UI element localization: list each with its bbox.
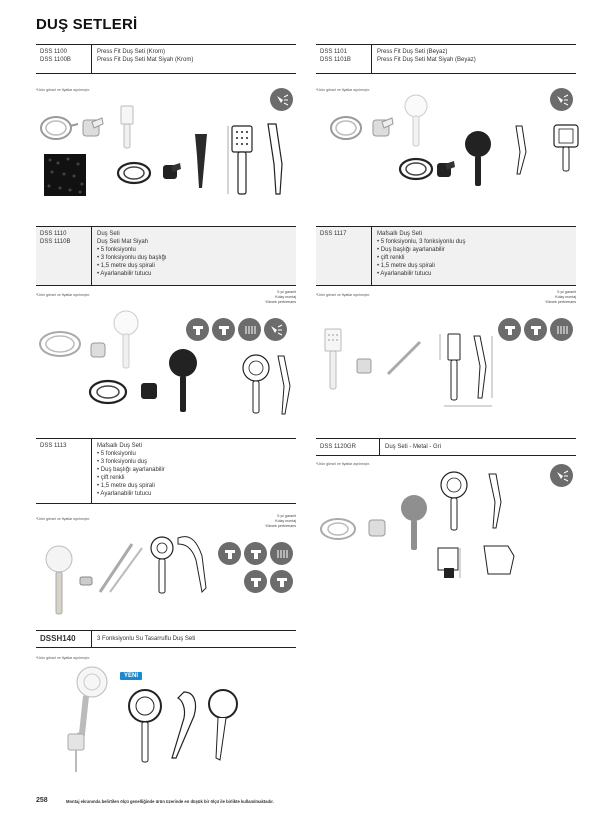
- shower-side-drawing: [164, 688, 204, 768]
- black-hose-image: [84, 376, 134, 408]
- mount-icon: [186, 318, 209, 341]
- product-desc: • 5 fonksiyonlu, 3 fonksiyonlu duş: [377, 239, 466, 245]
- black-holder-image: [138, 378, 164, 404]
- product-desc: • 5 fonksiyonlu: [97, 451, 136, 457]
- section-dss1113: [36, 438, 296, 504]
- round-hand-shower-image: [112, 310, 140, 372]
- shower-spray-icon: [270, 88, 293, 111]
- feature-line: Yüksek performans: [265, 300, 296, 304]
- technical-drawing: [430, 326, 500, 410]
- shower-spray-icon: [264, 318, 287, 341]
- new-badge: YENİ: [120, 672, 142, 680]
- product-code: DSS 1100: [40, 49, 67, 55]
- section-dss1117: [316, 226, 576, 286]
- product-desc: 3 Fonksiyonlu Su Tasarruflu Duş Seti: [97, 636, 196, 642]
- mount-icon: [524, 318, 547, 341]
- mount-icon: [218, 542, 241, 565]
- product-desc: • 1,5 metre duş spirali: [97, 483, 155, 489]
- shower-spray-icon: [550, 464, 573, 487]
- mount-icon: [212, 318, 235, 341]
- note: *Ürün görsel ve fiyatlar ayrılmıştır.: [316, 88, 370, 92]
- feature-line: Kolay montaj: [555, 295, 576, 299]
- feature-line: 5 yıl garanti: [277, 514, 296, 518]
- product-desc: • Ayarlanabilir tutucu: [97, 491, 152, 497]
- round-hand-shower-image: [402, 94, 430, 150]
- note: *Ürün görsel ve fiyatlar ayrılmıştır.: [316, 293, 370, 297]
- spray-pattern-icon: [270, 542, 293, 565]
- product-desc: • Ayarlanabilir tutucu: [97, 271, 152, 277]
- product-code: DSS 1120GR: [320, 444, 356, 450]
- mount-icon: [244, 542, 267, 565]
- product-desc: • 1,5 metre duş spirali: [97, 263, 155, 269]
- product-desc: • Duş başlığı ayarlanabilir: [97, 467, 165, 473]
- shower-hose-image: [34, 326, 90, 362]
- mount-icon: [498, 318, 521, 341]
- black-round-shower-image: [462, 128, 494, 190]
- shower-side-drawing: [174, 532, 214, 598]
- section-dss1120gr: [316, 438, 576, 456]
- shower-side-drawing: [484, 470, 506, 532]
- shower-head-drawing: [226, 122, 258, 200]
- note: *Ürün görsel ve fiyatlar ayrılmıştır.: [36, 293, 90, 297]
- feature-note: [486, 290, 576, 305]
- round-hand-shower-image: [44, 544, 74, 618]
- black-holder-image: [160, 160, 184, 184]
- product-code: DSS 1117: [320, 231, 347, 237]
- holder-side-drawing: [480, 540, 520, 584]
- product-code: DSSH140: [40, 634, 76, 643]
- shower-hose-image: [36, 112, 80, 146]
- note: *Ürün görsel ve fiyatlar ayrılmıştır.: [316, 462, 370, 466]
- hand-shower-image: [118, 104, 136, 150]
- footer-note: Montaj ekranında belirtilen ölçü genelliğinde ürün üzerinde en düşük bir ölçü ile birlikte kullanılmaktadır.: [66, 799, 274, 804]
- shower-hose-image: [384, 338, 424, 378]
- section-dss1100: [36, 44, 296, 74]
- product-desc: Press Fit Duş Seti Mat Siyah (Krom): [97, 57, 194, 63]
- note: *Ürün görsel ve fiyatlar ayrılmıştır.: [36, 517, 90, 521]
- product-desc: • Ayarlanabilir tutucu: [377, 271, 432, 277]
- shower-side-drawing: [262, 118, 288, 200]
- black-holder-image: [434, 158, 458, 182]
- product-desc: Press Fit Duş Seti Mat Siyah (Beyaz): [377, 57, 476, 63]
- shower-hose-image: [316, 514, 362, 544]
- wall-holder-image: [354, 354, 378, 380]
- product-desc: Duş Seti Mat Siyah: [97, 239, 149, 245]
- page-number: 258: [36, 797, 48, 804]
- product-desc: Press Fit Duş Seti (Krom): [97, 49, 166, 55]
- note: *Ürün görsel ve fiyatlar ayrılmıştır.: [36, 88, 90, 92]
- product-desc: • 5 fonksiyonlu: [97, 247, 136, 253]
- product-desc: Duş Seti - Metal - Gri: [385, 444, 442, 450]
- black-hand-shower-image: [190, 130, 212, 190]
- feature-note: [206, 290, 296, 305]
- wall-holder-image: [80, 114, 106, 142]
- product-desc: • çift renkli: [97, 475, 125, 481]
- shower-head-drawing: [550, 122, 582, 174]
- product-desc: • çift renkli: [377, 255, 405, 261]
- spray-pattern-icon: [550, 318, 573, 341]
- feature-note: [206, 514, 296, 529]
- shower-hose-image: [96, 540, 146, 596]
- product-desc: • 3 fonksiyonlu duş: [97, 459, 148, 465]
- product-code: DSS 1101: [320, 49, 347, 55]
- hand-shower-with-holder-image: [62, 664, 112, 774]
- product-desc: • 3 fonksiyonlu duş başlığı: [97, 255, 167, 261]
- product-desc: • 1,5 metre duş spirali: [377, 263, 435, 269]
- feature-line: 5 yıl garanti: [277, 290, 296, 294]
- grey-hand-shower-image: [396, 494, 432, 554]
- note: *Ürün görsel ve fiyatlar ayrılmıştır.: [36, 656, 90, 660]
- mount-icon: [270, 570, 293, 593]
- product-desc: Mafsallı Duş Seti: [377, 231, 423, 237]
- product-desc: Duş Seti: [97, 231, 120, 237]
- shower-head-drawing: [204, 688, 242, 764]
- shower-hose-image: [326, 112, 370, 146]
- wall-holder-image: [370, 114, 396, 142]
- feature-line: Yüksek performans: [265, 524, 296, 528]
- wall-holder-image: [366, 514, 392, 542]
- shower-side-drawing: [272, 352, 294, 418]
- black-round-shower-image: [166, 346, 200, 416]
- wall-holder-image: [88, 338, 112, 362]
- shower-spray-icon: [550, 88, 573, 111]
- product-photo-pattern: [44, 154, 86, 196]
- product-code: DSS 1110: [40, 231, 67, 237]
- product-desc: • Duş başlığı ayarlanabilir: [377, 247, 445, 253]
- shower-side-drawing: [508, 122, 530, 178]
- feature-line: Yüksek performans: [545, 300, 576, 304]
- holder-drawing: [430, 540, 474, 584]
- shower-head-drawing: [436, 470, 472, 534]
- feature-line: Kolay montaj: [275, 295, 296, 299]
- product-code: DSS 1100B: [40, 57, 71, 63]
- shower-head-drawing: [124, 688, 166, 768]
- product-code: DSS 1113: [40, 443, 67, 449]
- feature-line: 5 yıl garanti: [557, 290, 576, 294]
- section-dssh140: [36, 630, 296, 648]
- product-desc: Press Fit Duş Seti (Beyaz): [377, 49, 448, 55]
- section-dss1110: [36, 226, 296, 286]
- product-code: DSS 1101B: [320, 57, 351, 63]
- product-code: DSS 1110B: [40, 239, 71, 245]
- page-title: DUŞ SETLERİ: [36, 16, 138, 33]
- shower-head-drawing: [236, 352, 276, 418]
- section-dss1101: [316, 44, 576, 74]
- mount-icon: [244, 570, 267, 593]
- square-hand-shower-image: [320, 326, 346, 392]
- product-desc: Mafsallı Duş Seti: [97, 443, 143, 449]
- black-hose-image: [112, 158, 158, 188]
- connector-image: [78, 574, 94, 588]
- spray-pattern-icon: [238, 318, 261, 341]
- feature-line: Kolay montaj: [275, 519, 296, 523]
